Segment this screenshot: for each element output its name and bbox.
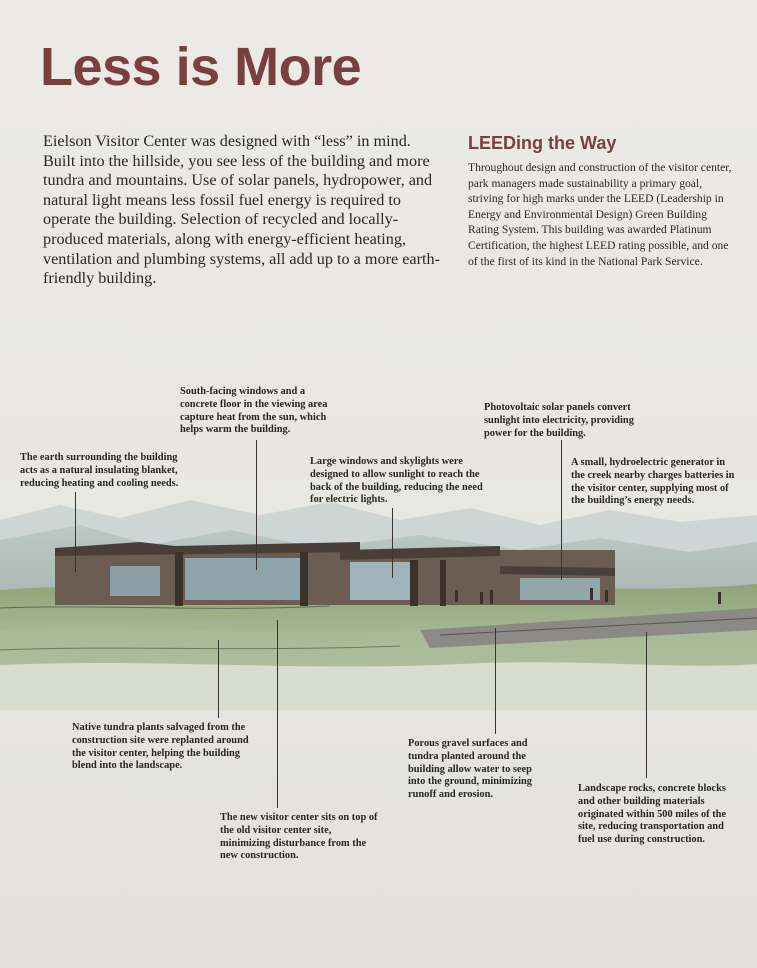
callout-old-site: The new visitor center sits on top of the old visitor center site, minimizing disturbance from the new construction. [220,812,378,862]
visitor-center-illustration [0,480,757,710]
callout-solar-panels: Photovoltaic solar panels convert sunlight into electricity, providing power for the building. [484,402,634,439]
page-title: Less is More [40,37,362,97]
callout-hydroelectric: A small, hydroelectric generator in the creek nearby charges batteries in the visitor center, supplying most of the building’s energy needs. [571,457,735,507]
leader-line [561,440,562,580]
callout-earth: The earth surrounding the building acts as a natural insulating blanket, reducing heating and cooling needs. [20,452,179,489]
callout-skylights: Large windows and skylights were designed to allow sunlight to reach the back of the building, reducing the need for electric lights. [310,456,483,506]
intro-paragraph: Eielson Visitor Center was designed with “less” in mind. Built into the hillside, you see less of the building and more tundra and mountains. Use of solar panels, hydropower, and natural light means less fossil fuel energy is required to operate the building. Selection of recycled and locally-produced materials, along with energy-efficient heating, ventilation and plumbing systems, all add up to a more earth-friendly building. [43,132,440,288]
sidebar-heading: LEEDing the Way [468,133,617,153]
leader-line [495,628,496,734]
callout-porous-gravel: Porous gravel surfaces and tundra planted around the building allow water to seep into the ground, minimizing runoff and erosion. [408,738,532,801]
leader-line [277,620,278,808]
leader-line [218,640,219,718]
leader-line [75,492,76,572]
callout-south-windows: South-facing windows and a concrete floor in the viewing area capture heat from the sun, which helps warm the building. [180,386,328,436]
leader-line [392,508,393,578]
leader-line [256,440,257,570]
callout-landscape-rocks: Landscape rocks, concrete blocks and other building materials originated within 500 miles of the site, reducing transportation and fuel use during construction. [578,783,727,846]
callout-tundra-plants: Native tundra plants salvaged from the construction site were replanted around the visitor center, helping the building blend into the landscape. [72,722,249,772]
sidebar-body: Throughout design and construction of the visitor center, park managers made sustainability a primary goal, striving for high marks under the LEED (Leadership in Energy and Environmental Design) Green Building Rating System. This building was awarded Platinum Certification, the highest LEED rating possible, and one of the first of its kind in the National Park Service. [468,161,732,268]
leader-line [646,632,647,778]
